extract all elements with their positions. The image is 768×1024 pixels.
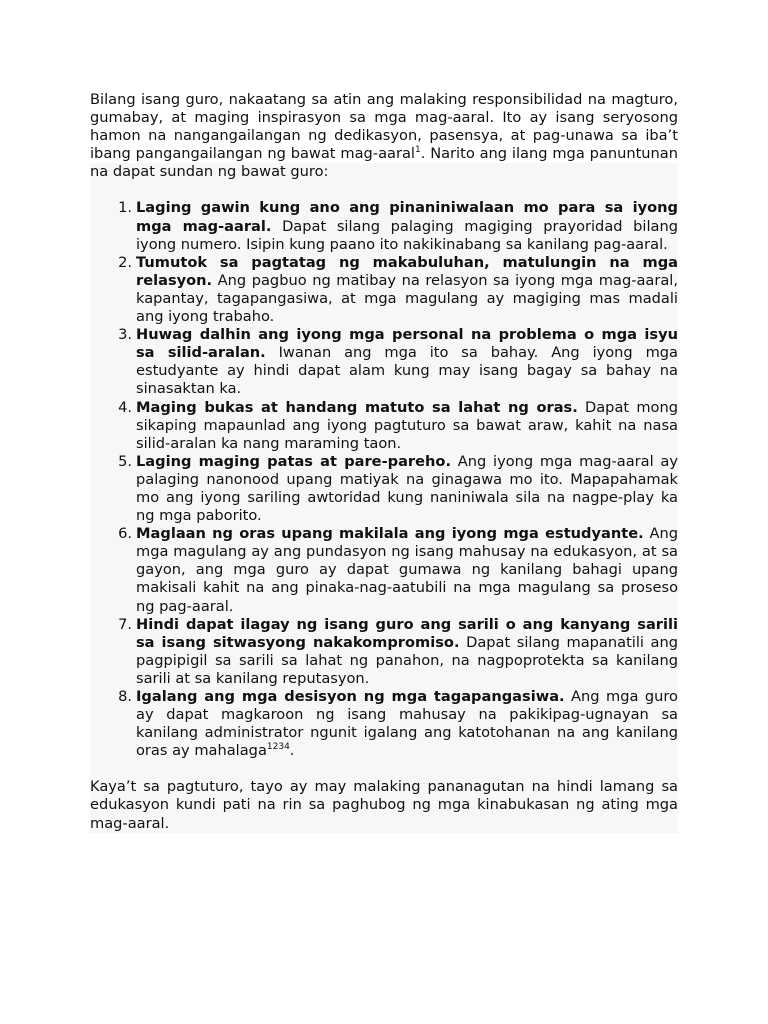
rule-heading: Tumutok sa pagtatag ng makabuluhan, matulungin na mga relasyon. <box>136 253 678 289</box>
rule-text: Ang mga magulang ay ang pundasyon ng isang mahusay na edukasyon, at sa gayon, ang mga guro ay dapat gumawa ng kanilang bahagi upang makisali kahit na ang pinaka-nag-aatubili na mga magulang sa proseso ng pag-aaral. <box>136 525 678 615</box>
list-item <box>90 688 678 760</box>
list-number: 3. <box>118 326 132 344</box>
list-item <box>90 199 678 253</box>
intro-paragraph <box>90 91 678 181</box>
list-item <box>90 616 678 688</box>
intro-text: Bilang isang guro, nakaatang sa atin ang malaking responsibilidad na magturo, gumabay, at maging inspirasyon sa mga mag-aaral. Ito ay isang seryosong hamon na nangangailangan ng dedikasyon, pasensya, at pag-unawa sa iba’t ibang pangangailangan ng bawat mag-aaral <box>90 91 678 163</box>
list-item <box>90 254 678 326</box>
closing-paragraph: Kaya’t sa pagtuturo, tayo ay may malaking pananagutan na hindi lamang sa edukasyon kundi pati na rin sa paghubog ng mga kinabukasan ng ating mga mag-aaral. <box>90 778 678 832</box>
rule-text: Ang pagbuo ng matibay na relasyon sa iyong mga mag-aaral, kapantay, tagapangasiwa, at mga magulang ay magiging mas madali ang iyong trabaho. <box>136 271 678 326</box>
list-number: 2. <box>118 253 132 271</box>
rule-text: Ang mga guro ay dapat magkaroon ng isang mahusay na pakikipag-ugnayan sa kanilang administrator ngunit igalang ang katotohanan na ang kanilang oras ay mahalaga <box>136 688 678 760</box>
rules-list <box>90 181 678 778</box>
rule-text: Dapat mong sikaping mapaunlad ang iyong pagtuturo sa bawat araw, kahit na nasa silid-aralan ka nang maraming taon. <box>136 398 678 452</box>
list-number: 6. <box>118 525 132 543</box>
intro-text-end: . Narito ang ilang mga panuntunan na dapat sundan ng bawat guro: <box>90 145 678 181</box>
rule-heading: Maglaan ng oras upang makilala ang iyong mga estudyante. <box>136 525 644 543</box>
rule-heading: Laging maging patas at pare-pareho. <box>136 452 451 470</box>
rule-heading: Maging bukas at handang matuto sa lahat ng oras. <box>136 398 578 416</box>
list-number: 4. <box>118 398 132 416</box>
rule-text: Dapat silang palaging magiging prayoridad bilang iyong numero. Isipin kung paano ito nakikinabang sa kanilang pag-aaral. <box>136 217 678 253</box>
rule-heading: Huwag dalhin ang iyong mga personal na problema o mga isyu sa silid-aralan. <box>136 326 678 362</box>
intro-footnote-ref: 1 <box>414 145 421 156</box>
list-number: 7. <box>118 615 132 633</box>
rule-heading: Hindi dapat ilagay ng isang guro ang sarili o ang kanyang sarili sa isang sitwasyong nakakompromiso. <box>136 615 678 651</box>
rule-text: Dapat silang mapanatili ang pagpipigil sa sarili sa lahat ng panahon, na nagpoprotekta sa kanilang sarili at sa kanilang reputasyon. <box>136 633 678 687</box>
list-item <box>90 326 678 398</box>
rule-heading: Laging gawin kung ano ang pinaniniwalaan mo para sa iyong mga mag-aaral. <box>136 199 678 235</box>
list-number: 8. <box>118 688 132 705</box>
list-item <box>90 453 678 525</box>
list-number: 5. <box>118 452 132 470</box>
document-body <box>90 91 678 833</box>
rule-footnote-ref: 1234 <box>266 742 290 753</box>
rule-text: Iwanan ang mga ito sa bahay. Ang iyong mga estudyante ay hindi dapat alam kung may isang bagay sa bahay na sinasaktan ka. <box>136 344 678 398</box>
list-number: 1. <box>118 199 132 217</box>
rule-text-end: . <box>289 742 295 760</box>
list-item <box>90 525 678 615</box>
rule-text: Ang iyong mga mag-aaral ay palaging nanonood upang matiyak na ginagawa mo ito. Mapapahamak mo ang iyong sariling awtoridad kung naniniwala sila na nagpe-play ka ng mga paborito. <box>136 452 678 525</box>
list-item <box>90 399 678 453</box>
rule-heading: Igalang ang mga desisyon ng mga tagapangasiwa. <box>136 688 565 705</box>
